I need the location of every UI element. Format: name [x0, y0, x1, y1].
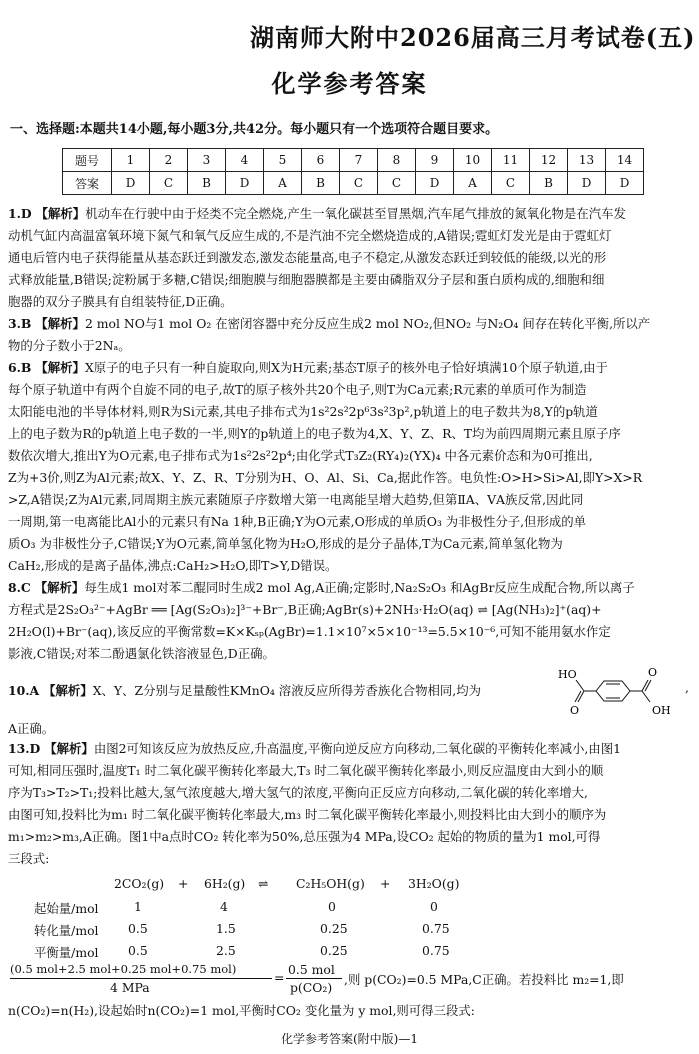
section-heading: 一、选择题:本题共14小题,每小题3分,共42分。每小题只有一个选项符合题目要求。 — [10, 122, 499, 137]
q-head: 8.C — [8, 580, 31, 595]
answer-cell: B — [302, 172, 340, 195]
comma: , — [685, 680, 689, 695]
question-number: 9 — [416, 149, 454, 172]
cell: 1 — [134, 899, 142, 914]
fraction-numerator: (0.5 mol+2.5 mol+0.25 mol+0.75 mol) — [10, 962, 237, 976]
line: 13.D 【解析】由图2可知该反应为放热反应,升高温度,平衡向逆反应方向移动,二氧化碳的平衡转化率减小,由图1 — [8, 741, 621, 756]
question-number: 8 — [378, 149, 416, 172]
fraction-denominator: 4 MPa — [110, 980, 150, 995]
question-number: 11 — [492, 149, 530, 172]
line: 可知,相同压强时,温度T₁ 时二氧化碳平衡转化率最大,T₃ 时二氧化碳平衡转化率最小,则反应温度由大到小的顺 — [8, 763, 604, 778]
line: CaH₂,形成的是离子晶体,沸点:CaH₂>H₂O,即T>Y,D错误。 — [8, 558, 338, 573]
page-footer: 化学参考答案(附中版)—1 — [281, 1032, 418, 1046]
fraction-bar — [286, 978, 342, 979]
plus-sign: + — [178, 876, 189, 891]
fraction-denominator: p(CO₂) — [290, 980, 333, 995]
q-head: 3.B — [8, 316, 32, 331]
cell: 1.5 — [216, 921, 236, 936]
species: 2CO₂(g) — [114, 876, 165, 891]
line: 上的电子数为R的p轨道上电子数的一半,则Y的p轨道上的电子数为4,X、Y、Z、R、T均为前四周期元素且原子序 — [8, 426, 621, 441]
question-number-row — [63, 149, 644, 172]
terephthalic-acid-structure — [548, 664, 680, 718]
line: 10.A 【解析】X、Y、Z分别与足量酸性KMnO₄ 溶液反应所得芳香族化合物相同,均为 — [8, 683, 481, 698]
analysis-tag: 【解析】 — [35, 360, 85, 375]
atom-o: O — [648, 666, 658, 679]
explanation-q13-cont — [8, 1000, 688, 1022]
row-label: 转化量/mol — [34, 923, 99, 938]
answer-cell: A — [454, 172, 492, 195]
bond — [642, 680, 648, 691]
question-number: 2 — [150, 149, 188, 172]
answer-cell: C — [150, 172, 188, 195]
line: 数依次增大,推出Y为O元素,电子排布式为1s²2s²2p⁴;由化学式T₃Z₂(RY₄)₂(YX)₄ 中各元素价态和为0可推出, — [8, 448, 593, 463]
line: 1.D 【解析】机动车在行驶中由于烃类不完全燃烧,产生一氧化碳甚至冒黑烟,汽车尾气排放的氮氧化物是在汽车发 — [8, 206, 626, 221]
equilibrium-arrow: ⇌ — [258, 876, 269, 891]
answer-cell: D — [226, 172, 264, 195]
row-label: 起始量/mol — [34, 901, 99, 916]
line: 三段式: — [8, 851, 50, 866]
question-number: 1 — [112, 149, 150, 172]
line: 方程式是2S₂O₃²⁻+AgBr ══ [Ag(S₂O₃)₂]³⁻+Br⁻,B正确;AgBr(s)+2NH₃·H₂O(aq) ⇌ [Ag(NH₃)₂]⁺(aq)+ — [8, 602, 602, 617]
explanation-q13 — [8, 738, 688, 870]
line: 胞器的双分子膜具有自组装特征,D正确。 — [8, 294, 233, 309]
fraction-numerator: 0.5 mol — [288, 962, 335, 977]
q-head: 1.D — [8, 206, 32, 221]
answer-cell: C — [340, 172, 378, 195]
row-label: 平衡量/mol — [34, 945, 99, 960]
q-head: 6.B — [8, 360, 32, 375]
question-number: 7 — [340, 149, 378, 172]
line: >Z,A错误;Z为Al元素,同周期主族元素随原子序数增大第一电离能呈增大趋势,但第ⅡA、ⅤA族反常,因此同 — [8, 492, 584, 507]
line: 物的分子数小于2Nₐ。 — [8, 338, 131, 353]
answer-cell: D — [568, 172, 606, 195]
line: 序为T₃>T₂>T₁;投料比越大,氢气浓度越大,增大氢气的浓度,平衡向正反应方向移动,二氧化碳的转化率增大, — [8, 785, 588, 800]
line: 动机气缸内高温富氧环境下氮气和氧气反应生成的,不是汽油不完全燃烧造成的,A错误;霓虹灯发光是由于霓虹灯 — [8, 228, 612, 243]
line: Z为+3价,则Z为Al元素;故X、Y、Z、R、T分别为H、O、Al、Si、Ca,据此作答。电负性:O>H>Si>Al,即Y>X>R — [8, 470, 643, 485]
cell: 0 — [430, 899, 438, 914]
line: 质O₃ 为非极性分子,C错误;Y为O元素,简单氢化物为H₂O,形成的是分子晶体,T为Ca元素,简单氢化物为 — [8, 536, 563, 551]
answer-table — [62, 148, 644, 195]
cell: 4 — [220, 899, 228, 914]
answer-cell: B — [188, 172, 226, 195]
cell: 0.25 — [320, 943, 348, 958]
answer-cell: D — [416, 172, 454, 195]
q-head: 13.D — [8, 741, 41, 756]
document-title: 化学参考答案 — [271, 69, 428, 98]
explanation-q6 — [8, 357, 688, 577]
line: 影液,C错误;对苯二酚遇氯化铁溶液显色,D正确。 — [8, 646, 275, 661]
line: m₁>m₂>m₃,A正确。图1中a点时CO₂ 转化率为50%,总压强为4 MPa,设CO₂ 起始的物质的量为1 mol,可得 — [8, 829, 601, 844]
answer-cell: D — [112, 172, 150, 195]
species: 3H₂O(g) — [408, 876, 460, 891]
atom-ho: HO — [558, 668, 577, 681]
row-label: 答案 — [63, 172, 112, 195]
line: 8.C 【解析】每生成1 mol对苯二醌同时生成2 mol Ag,A正确;定影时,Na₂S₂O₃ 和AgBr反应生成配合物,所以离子 — [8, 580, 635, 595]
answer-row — [63, 172, 644, 195]
line: 式释放能量,B错误;淀粉属于多糖,C错误;细胞膜与细胞器膜都是主要由磷脂双分子层和蛋白质构成的,细胞和细 — [8, 272, 605, 287]
row-label: 题号 — [63, 149, 112, 172]
line: 由图可知,投料比为m₁ 时二氧化碳平衡转化率最大,m₃ 时二氧化碳平衡转化率最小,则投料比由大到小的顺序为 — [8, 807, 607, 822]
question-number: 12 — [530, 149, 568, 172]
explanation-q8 — [8, 577, 688, 665]
exam-title: 湖南师大附中2026届高三月考试卷(五) — [250, 23, 696, 52]
species: 6H₂(g) — [204, 876, 246, 891]
cell: 0.75 — [422, 943, 450, 958]
cell: 0.25 — [320, 921, 348, 936]
answer-cell: C — [378, 172, 416, 195]
cell: 0 — [328, 899, 336, 914]
analysis-tag: 【解析】 — [34, 580, 85, 595]
line: 2H₂O(l)+Br⁻(aq),该反应的平衡常数=K×Kₛₚ(AgBr)=1.1×10⁷×5×10⁻¹³=5.5×10⁻⁶,可知不能用氨水作定 — [8, 624, 611, 639]
answer-cell: D — [606, 172, 644, 195]
question-number: 3 — [188, 149, 226, 172]
q-head: 10.A — [8, 683, 40, 698]
analysis-tag: 【解析】 — [43, 683, 93, 698]
analysis-tag: 【解析】 — [44, 741, 94, 756]
question-number: 13 — [568, 149, 606, 172]
line: 6.B 【解析】X原子的电子只有一种自旋取向,则X为H元素;基态T原子的核外电子恰好填满10个原子轨道,由于 — [8, 360, 608, 375]
explanation-q10 — [8, 680, 548, 702]
answer-cell: B — [530, 172, 568, 195]
fraction-bar — [10, 978, 272, 979]
bond — [642, 691, 650, 702]
atom-o: O — [570, 704, 580, 717]
atom-oh: OH — [652, 704, 671, 717]
line: n(CO₂)=n(H₂),设起始时n(CO₂)=1 mol,平衡时CO₂ 变化量为 y mol,则可得三段式: — [8, 1003, 475, 1018]
analysis-tag: 【解析】 — [35, 206, 86, 221]
answer-cell: C — [492, 172, 530, 195]
explanation-q3 — [8, 313, 688, 357]
line: 太阳能电池的半导体材料,则R为Si元素,其电子排布式为1s²2s²2p⁶3s²3p²,p轨道上的电子数共为8,Y的p轨道 — [8, 404, 598, 419]
cell: 2.5 — [216, 943, 236, 958]
question-number: 6 — [302, 149, 340, 172]
explanation-q10-cont — [8, 718, 688, 740]
equals-sign: = — [274, 970, 285, 985]
species: C₂H₅OH(g) — [296, 876, 365, 891]
carbonyl-double-bond — [645, 680, 651, 691]
answer-cell: A — [264, 172, 302, 195]
line: 每个原子轨道中有两个自旋不同的电子,故T的原子核外共20个电子,则T为Ca元素;R元素的单质可作为制造 — [8, 382, 587, 397]
cell: 0.5 — [128, 921, 148, 936]
bond — [578, 691, 584, 702]
question-number: 14 — [606, 149, 644, 172]
carbonyl-double-bond — [575, 691, 581, 702]
question-number: 5 — [264, 149, 302, 172]
plus-sign: + — [380, 876, 391, 891]
analysis-tag: 【解析】 — [35, 316, 85, 331]
cell: 0.75 — [422, 921, 450, 936]
line: A正确。 — [8, 721, 55, 736]
question-number: 4 — [226, 149, 264, 172]
bond — [576, 680, 584, 691]
line: 3.B 【解析】2 mol NO与1 mol O₂ 在密闭容器中充分反应生成2 mol NO₂,但NO₂ 与N₂O₄ 间存在转化平衡,所以产 — [8, 316, 651, 331]
cell: 0.5 — [128, 943, 148, 958]
explanation-q1 — [8, 203, 688, 313]
line: 一周期,第一电离能比Al小的元素只有Na 1种,B正确;Y为O元素,O形成的单质O₃ 为非极性分子,但形成的单 — [8, 514, 587, 529]
question-number: 10 — [454, 149, 492, 172]
line: ,则 p(CO₂)=0.5 MPa,C正确。若投料比 m₂=1,即 — [344, 972, 624, 987]
line: 通电后管内电子获得能量从基态跃迁到激发态,激发态能量高,电子不稳定,从激发态跃迁到较低的能级,以光的形 — [8, 250, 607, 265]
